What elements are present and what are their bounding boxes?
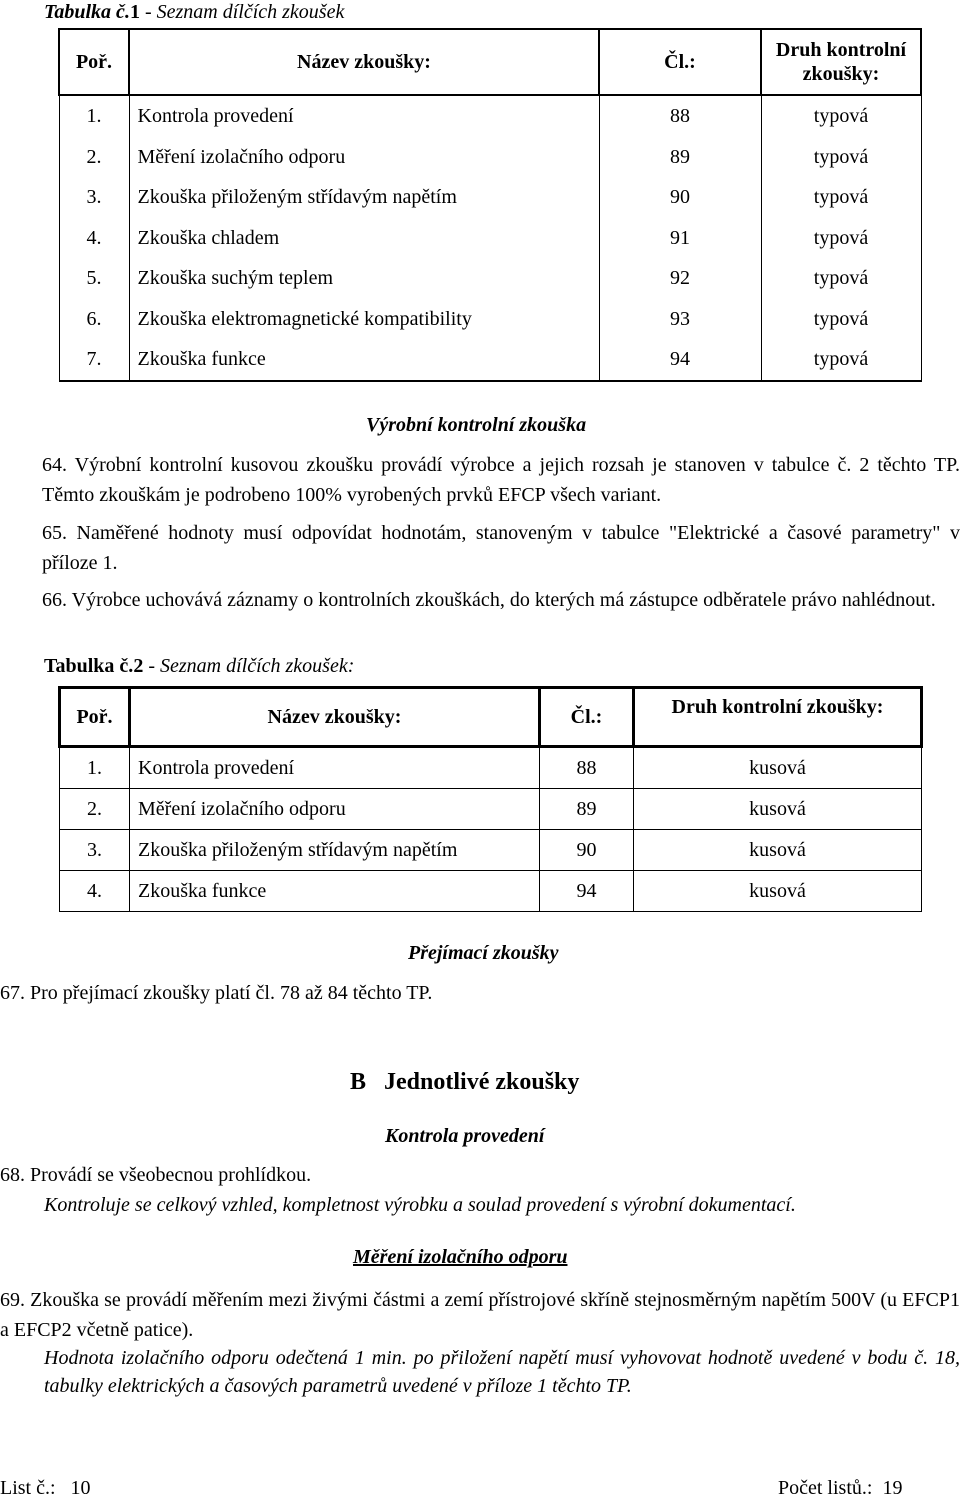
- table2-header-kind: Druh kontrolní zkoušky:: [634, 688, 922, 747]
- section-b-heading: [350, 1068, 579, 1097]
- table1-header-row: [59, 29, 921, 95]
- row-name: Zkouška suchým teplem: [129, 258, 599, 299]
- table-row: [59, 137, 921, 178]
- table2: [58, 686, 923, 912]
- table-row: [59, 177, 921, 218]
- row-kind: typová: [761, 177, 921, 218]
- row-number: 3.: [59, 177, 129, 218]
- paragraph-69: 69. Zkouška se provádí měřením mezi živými částmi a zemí přístrojové skříně stejnosměrným napětím 500V (u EFCP1 a EFCP2 včetně patice).: [0, 1289, 960, 1341]
- table-row: [59, 258, 921, 299]
- row-name: Kontrola provedení: [130, 747, 540, 789]
- inspection-heading: Kontrola provedení: [385, 1125, 545, 1147]
- sheet-number: [0, 1476, 91, 1500]
- table1-header-name: Název zkoušky:: [129, 29, 599, 95]
- table-row: [59, 299, 921, 340]
- table1-caption-label: Tabulka č.: [44, 1, 130, 23]
- table1: [58, 28, 922, 382]
- row-article: 90: [540, 830, 634, 871]
- row-name: Zkouška funkce: [130, 871, 540, 912]
- row-number: 1.: [60, 747, 130, 789]
- table-row: [59, 218, 921, 259]
- row-article: 89: [599, 137, 761, 178]
- table-row: [60, 871, 922, 912]
- table1-caption-number: 1: [129, 1, 140, 23]
- sheet-count-label: Počet listů.:: [778, 1477, 873, 1499]
- table2-header-row: [60, 688, 922, 747]
- row-kind: kusová: [634, 747, 922, 789]
- row-number: 7.: [59, 339, 129, 381]
- row-name: Zkouška chladem: [129, 218, 599, 259]
- row-number: 1.: [59, 95, 129, 137]
- row-number: 4.: [60, 871, 130, 912]
- sheet-number-value: 10: [70, 1477, 91, 1499]
- row-kind: kusová: [634, 871, 922, 912]
- table2-caption-label: Tabulka č.: [44, 655, 134, 677]
- paragraph-68-note: Kontroluje se celkový vzhled, kompletnost výrobku a soulad provedení s výrobní dokumentací.: [44, 1194, 796, 1216]
- row-number: 2.: [60, 789, 130, 830]
- paragraph-68: 68. Provádí se všeobecnou prohlídkou.: [0, 1164, 312, 1186]
- row-kind: kusová: [634, 789, 922, 830]
- section-b-letter: B: [350, 1069, 367, 1095]
- row-number: 6.: [59, 299, 129, 340]
- row-name: Měření izolačního odporu: [130, 789, 540, 830]
- row-name: Zkouška přiloženým střídavým napětím: [129, 177, 599, 218]
- row-article: 90: [599, 177, 761, 218]
- row-number: 5.: [59, 258, 129, 299]
- table2-header-no: Poř.: [60, 688, 130, 747]
- row-kind: typová: [761, 95, 921, 137]
- row-kind: typová: [761, 137, 921, 178]
- row-kind: kusová: [634, 830, 922, 871]
- table1-header-cl: Čl.:: [599, 29, 761, 95]
- section-b-title: Jednotlivé zkoušky: [384, 1069, 580, 1095]
- sheet-count: [778, 1476, 902, 1500]
- row-kind: typová: [761, 258, 921, 299]
- table1-caption: [44, 0, 344, 24]
- row-name: Zkouška elektromagnetické kompatibility: [129, 299, 599, 340]
- paragraph-67: 67. Pro přejímací zkoušky platí čl. 78 až 84 těchto TP.: [0, 982, 433, 1004]
- row-article: 88: [599, 95, 761, 137]
- row-article: 94: [540, 871, 634, 912]
- table2-caption: [44, 654, 354, 678]
- row-number: 3.: [60, 830, 130, 871]
- acceptance-test-heading: Přejímací zkoušky: [408, 942, 559, 964]
- table-row: [60, 747, 922, 789]
- row-article: 92: [599, 258, 761, 299]
- paragraph-66: 66. Výrobce uchovává záznamy o kontrolních zkouškách, do kterých má zástupce odběratele právo nahlédnout.: [42, 589, 936, 611]
- row-article: 89: [540, 789, 634, 830]
- row-article: 88: [540, 747, 634, 789]
- row-article: 91: [599, 218, 761, 259]
- paragraph-65: 65. Naměřené hodnoty musí odpovídat hodnotám, stanoveným v tabulce "Elektrické a časové parametry" v příloze 1.: [42, 522, 960, 574]
- row-article: 93: [599, 299, 761, 340]
- paragraph-69-note: Hodnota izolačního odporu odečtená 1 min. po přiložení napětí musí vyhovovat hodnotě uvedené v bodu č. 18, tabulky elektrických a časových parametrů uvedené v příloze 1 těchto TP.: [44, 1347, 960, 1397]
- row-name: Měření izolačního odporu: [129, 137, 599, 178]
- row-name: Kontrola provedení: [129, 95, 599, 137]
- row-kind: typová: [761, 339, 921, 381]
- sheet-number-label: List č.:: [0, 1477, 56, 1499]
- row-number: 2.: [59, 137, 129, 178]
- table-row: [59, 339, 921, 381]
- row-kind: typová: [761, 218, 921, 259]
- row-name: Zkouška přiloženým střídavým napětím: [130, 830, 540, 871]
- table1-header-no: Poř.: [59, 29, 129, 95]
- row-kind: typová: [761, 299, 921, 340]
- sheet-count-value: 19: [882, 1477, 903, 1499]
- paragraph-64: 64. Výrobní kontrolní kusovou zkoušku provádí výrobce a jejich rozsah je stanoven v tabulce č. 2 těchto TP. Těmto zkouškám je podrobeno 100% vyrobených prvků EFCP všech variant.: [42, 454, 960, 506]
- insulation-heading: Měření izolačního odporu: [353, 1246, 568, 1268]
- table2-caption-number: 2: [133, 655, 144, 677]
- table2-header-cl: Čl.:: [540, 688, 634, 747]
- table2-header-name: Název zkoušky:: [130, 688, 540, 747]
- table-row: [60, 830, 922, 871]
- table1-header-kind: Druh kontrolní zkoušky:: [761, 29, 921, 95]
- production-test-heading: Výrobní kontrolní zkouška: [366, 414, 587, 436]
- table-row: [60, 789, 922, 830]
- table1-caption-text: - Seznam dílčích zkoušek: [139, 1, 345, 23]
- row-name: Zkouška funkce: [129, 339, 599, 381]
- row-article: 94: [599, 339, 761, 381]
- row-number: 4.: [59, 218, 129, 259]
- table-row: [59, 95, 921, 137]
- table2-caption-text: - Seznam dílčích zkoušek:: [143, 655, 355, 677]
